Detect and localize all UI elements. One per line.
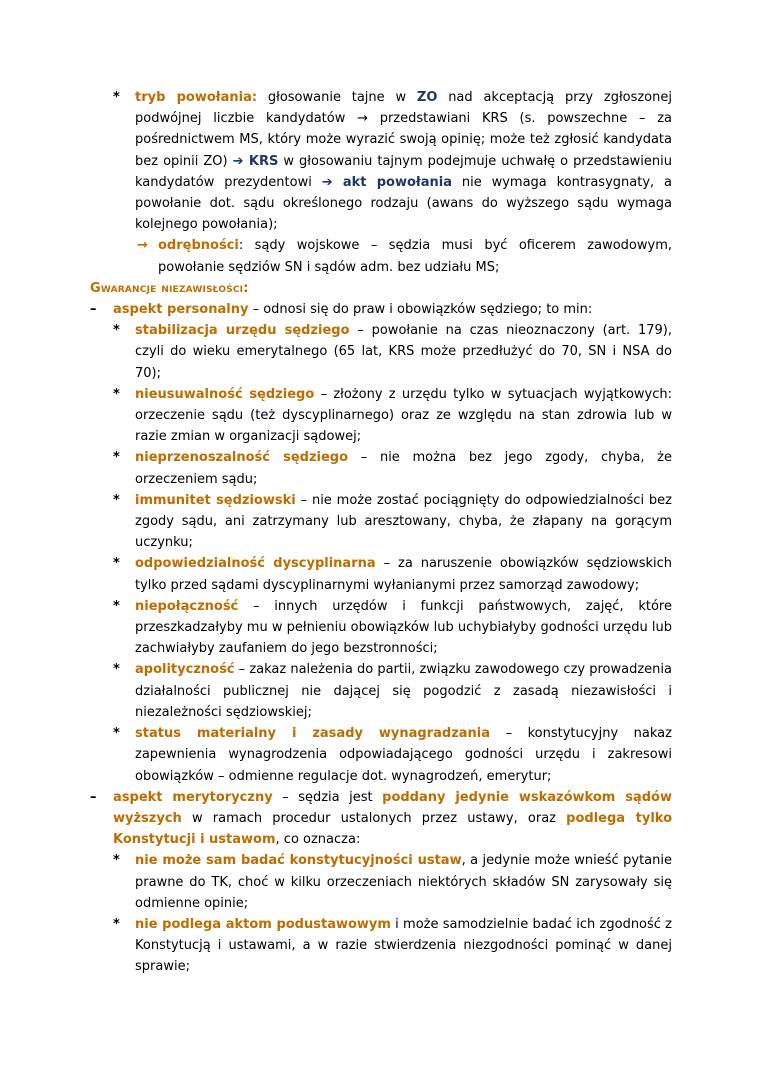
list-item xyxy=(90,299,672,320)
bullet-marker: * xyxy=(113,556,120,572)
emphasized-text-run: ZO xyxy=(416,90,438,105)
emphasized-text-run: aspekt merytoryczny xyxy=(113,789,273,805)
bullet-marker: * xyxy=(113,598,120,614)
list-item xyxy=(90,447,672,489)
paragraph-text xyxy=(135,553,672,595)
emphasized-text-run: poddany jedynie wskazówkom sądów wyższych xyxy=(113,789,672,826)
emphasized-text-run: nieprzenoszalność sędziego xyxy=(135,450,349,466)
bullet-marker: * xyxy=(113,726,120,742)
emphasized-text-run: nieusuwalność sędziego xyxy=(135,386,315,402)
section-heading xyxy=(90,278,672,299)
paragraph-text xyxy=(113,299,672,320)
text-run: – złożony z urzędu tylko w sytuacjach wyjątkowych: orzeczenie sądu (też dyscyplinarnego) oraz ze względu na stan zdrowia lub w razie zmian w organizacji sądowej; xyxy=(135,386,672,445)
text-run: głosowanie tajne w xyxy=(257,90,417,105)
emphasized-text-run: odpowiedzialność dyscyplinarna xyxy=(135,556,376,572)
list-item xyxy=(90,850,672,914)
bullet-marker: * xyxy=(113,323,120,339)
list-item xyxy=(90,723,672,787)
list-item xyxy=(90,87,672,235)
bullet-marker: * xyxy=(113,450,120,466)
emphasized-text-run: nie podlega aktom podustawowym xyxy=(135,916,391,932)
paragraph-text xyxy=(135,850,672,914)
bullet-marker: → xyxy=(137,238,148,254)
emphasized-text-run: odrębności xyxy=(158,238,239,254)
list-item xyxy=(90,320,672,384)
list-item xyxy=(90,235,672,277)
paragraph-text xyxy=(135,447,672,489)
list-item xyxy=(90,787,672,851)
text-run: – sędzia jest xyxy=(272,789,383,805)
emphasized-text-run: immunitet sędziowski xyxy=(135,492,296,508)
emphasized-text-run: status materialny i zasady wynagradzania xyxy=(135,726,491,742)
emphasized-text-run: aspekt personalny xyxy=(113,302,249,318)
list-item xyxy=(90,384,672,448)
emphasized-text-run: ➔ akt powołania xyxy=(321,174,453,190)
paragraph-text xyxy=(135,320,672,384)
text-run: nad akceptacją przy zgłoszonej podwójnej liczbie kandydatów → przedstawiani KRS (s. powszechne – za pośrednictwem MS, który może wyrazić swoją opinię; może też zgłosić kandydata bez opinii ZO) xyxy=(135,90,672,169)
text-run: : sądy wojskowe – sędzia musi być oficerem zawodowym, powołanie sędziów SN i sądów adm. bez udziału MS; xyxy=(158,238,672,275)
paragraph-text xyxy=(135,87,672,235)
paragraph-text xyxy=(113,787,672,851)
text-run: – nie można bez jego zgody, chyba, że orzeczeniem sądu; xyxy=(135,450,672,487)
text-run: – nie może zostać pociągnięty do odpowiedzialności bez zgody sądu, ani zatrzymany lub aresztowany, chyba, że złapany na gorącym uczynku; xyxy=(135,492,673,551)
text-run: – odnosi się do praw i obowiązków sędziego; to min: xyxy=(248,302,593,318)
text-run: – zakaz należenia do partii, związku zawodowego czy prowadzenia działalności publicznej nie dającej się pogodzić z zasadą niezawisłości i niezależności sędziowskiej; xyxy=(135,662,672,720)
text-run: – innych urzędów i funkcji państwowych, zajęć, które przeszkadzałyby mu w pełnieniu obowiązków lub uchybiałyby godności urzędu lub zachwiałyby zaufaniem do jego bezstronności; xyxy=(135,598,672,657)
text-run: – konstytucyjny nakaz zapewnienia wynagrodzenia odpowiadającego godności urzędu i zakresowi obowiązków – odmienne regulacje dot. wynagrodzeń, emerytur; xyxy=(135,726,672,784)
emphasized-text-run: ➔ KRS xyxy=(232,153,279,169)
heading-text xyxy=(90,278,672,299)
text-run: Gwarancje niezawisłości: xyxy=(90,280,249,296)
list-item xyxy=(90,914,672,978)
emphasized-text-run: tryb powołania: xyxy=(135,90,258,105)
text-run: , a jedynie może wnieść pytanie prawne do TK, choć w kilku orzeczeniach niektórych składów SN zarysowały się odmienne opinie; xyxy=(135,853,672,911)
text-run: w ramach procedur ustalonych przez ustawy, oraz xyxy=(181,810,567,826)
emphasized-text-run: nie może sam badać konstytucyjności ustaw xyxy=(135,853,462,869)
text-run: nie wymaga kontrasygnaty, a powołanie dot. sądu określonego rodzaju (awans do wyższego sądu wymaga kolejnego powołania); xyxy=(135,174,672,233)
bullet-marker: * xyxy=(113,492,120,508)
paragraph-text xyxy=(135,914,672,978)
text-run: – powołanie na czas nieoznaczony (art. 179), czyli do wieku emerytalnego (65 lat, KRS może przedłużyć do 70, SN i NSA do 70); xyxy=(135,323,672,381)
text-run: w głosowaniu tajnym podejmuje uchwałę o przedstawieniu kandydatów prezydentowi xyxy=(135,153,672,190)
emphasized-text-run: niepołączność xyxy=(135,598,239,614)
text-run: , co oznacza: xyxy=(275,832,361,848)
bullet-marker: – xyxy=(90,789,97,805)
list-item xyxy=(90,490,672,554)
bullet-marker: – xyxy=(90,302,97,318)
emphasized-text-run: podlega tylko Konstytucji i ustawom xyxy=(113,810,672,848)
list-item xyxy=(90,659,672,723)
paragraph-text xyxy=(135,596,672,660)
document-body xyxy=(90,87,672,978)
paragraph-text xyxy=(135,490,672,554)
bullet-marker: * xyxy=(113,662,120,678)
list-item xyxy=(90,553,672,595)
bullet-marker: * xyxy=(113,853,120,869)
emphasized-text-run: stabilizacja urzędu sędziego xyxy=(135,323,350,339)
list-item xyxy=(90,596,672,660)
paragraph-text xyxy=(135,723,672,787)
paragraph-text xyxy=(135,384,672,448)
text-run: – za naruszenie obowiązków sędziowskich tylko przed sądami dyscyplinarnymi wyłanianymi przez samorząd zawodowy; xyxy=(135,556,673,593)
paragraph-text xyxy=(135,659,672,723)
bullet-marker: * xyxy=(113,386,120,402)
bullet-marker: * xyxy=(113,90,120,105)
paragraph-text xyxy=(158,235,672,277)
text-run: i może samodzielnie badać ich zgodność z Konstytucją i ustawami, a w razie stwierdzenia niezgodności pominąć w danej sprawie; xyxy=(135,916,672,975)
emphasized-text-run: apolityczność xyxy=(135,662,235,678)
bullet-marker: * xyxy=(113,916,120,932)
